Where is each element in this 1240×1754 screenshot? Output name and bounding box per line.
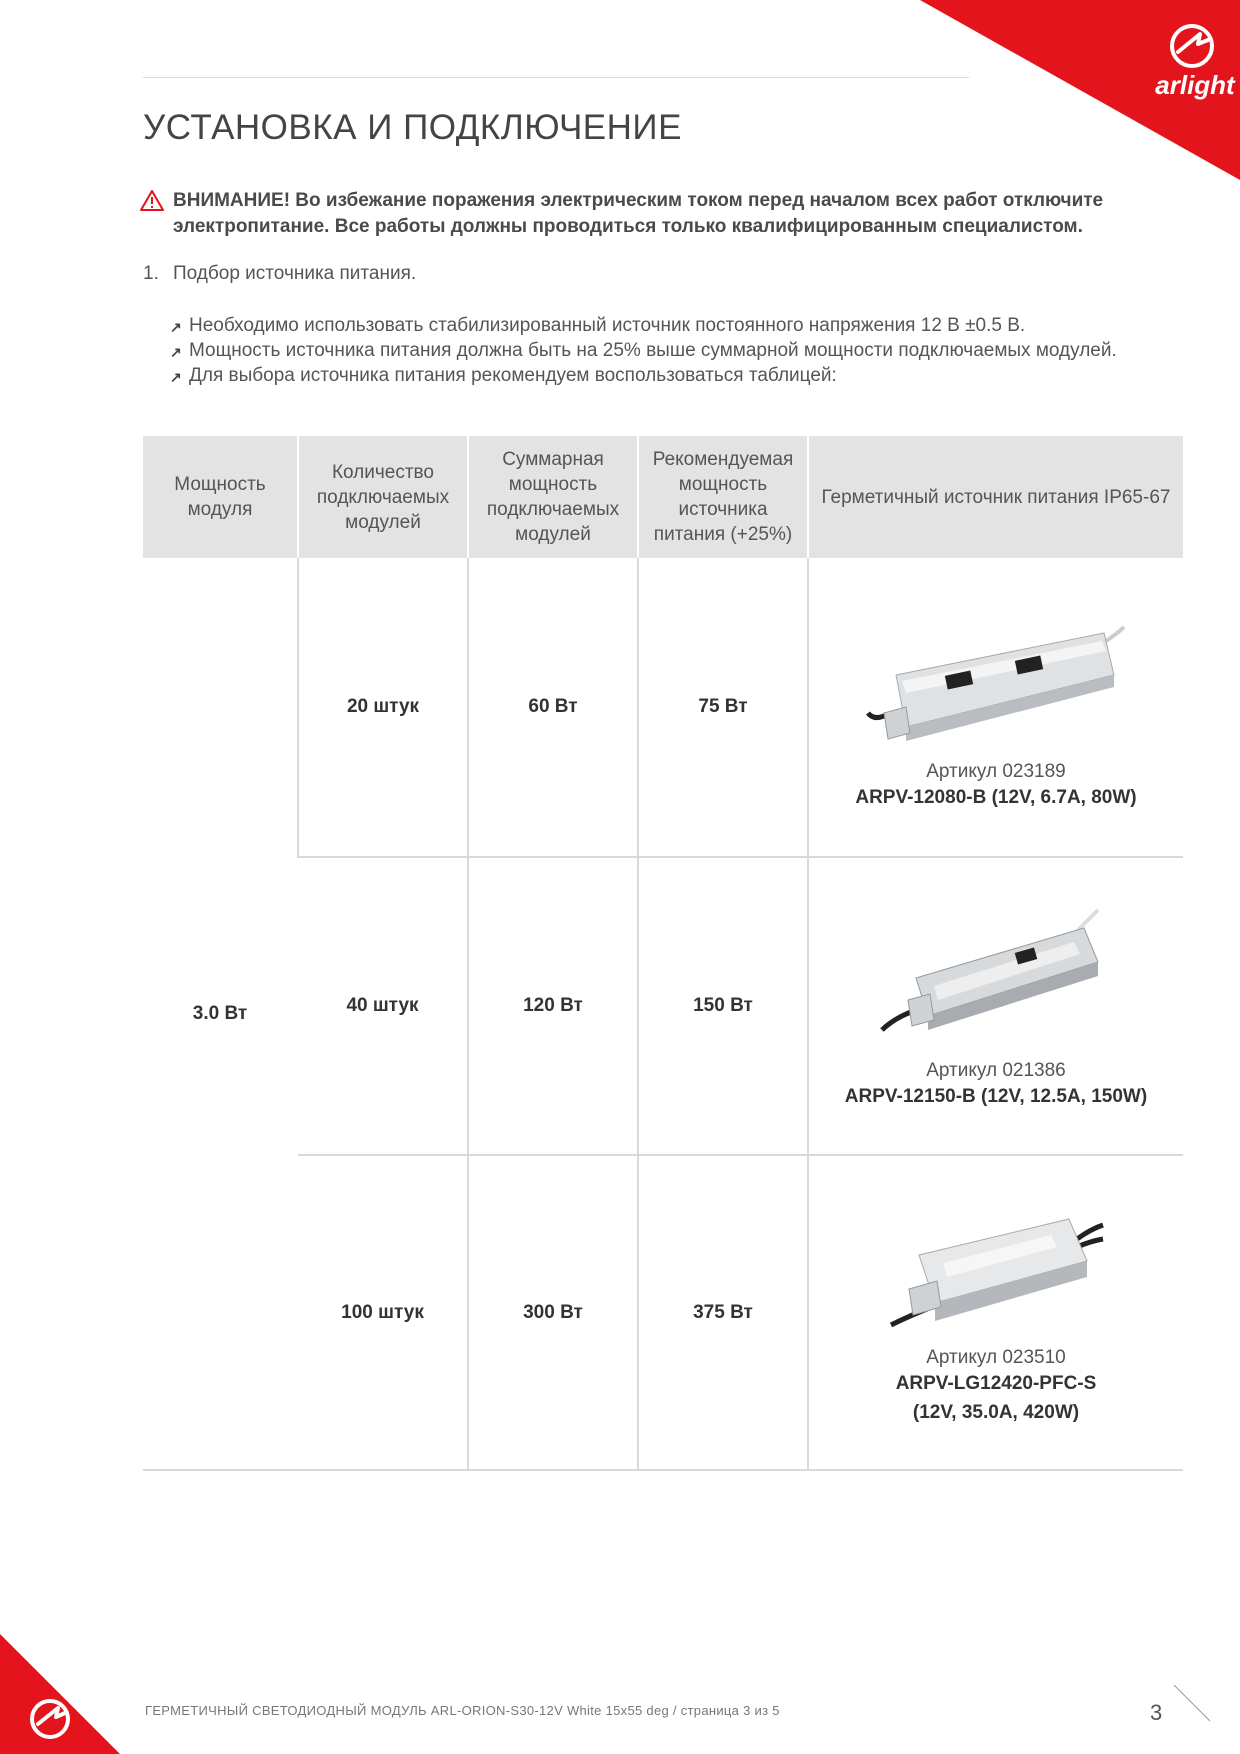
step-heading [143, 263, 416, 285]
bullet-text: Необходимо использовать стабилизированный источник постоянного напряжения 12 В ±0.5 В. [189, 315, 1026, 336]
table-row [143, 1155, 1183, 1470]
brand-corner-bottom-left [0, 1624, 130, 1754]
logo-text: arlight [1155, 70, 1235, 100]
page-title: УСТАНОВКА И ПОДКЛЮЧЕНИЕ [143, 108, 682, 147]
list-item [170, 338, 1130, 363]
bullet-text: Мощность источника питания должна быть на 25% выше суммарной мощности подключаемых модулей. [189, 340, 1117, 361]
warning-text: ВНИМАНИЕ! Во избежание поражения электрическим током перед началом всех работ отключите электропитание. Все работы должны проводиться только квалифицированным специалистом. [173, 190, 1104, 237]
article-number: Артикул 021386 [926, 1059, 1066, 1081]
count-cell: 20 штук [298, 558, 468, 857]
arrow-bullet-icon: ↗ [170, 369, 182, 385]
arrow-bullet-icon: ↗ [170, 319, 182, 335]
page-number: 3 [1150, 1700, 1163, 1725]
total-power-cell: 120 Вт [468, 857, 638, 1155]
warning-triangle-icon [140, 189, 164, 211]
product-block [810, 603, 1182, 812]
total-power-cell: 300 Вт [468, 1155, 638, 1470]
article-number: Артикул 023189 [926, 760, 1066, 782]
model-name: ARPV-LG12420-PFC-S [895, 1372, 1097, 1394]
page-corner-mark [1172, 1683, 1212, 1723]
product-block [810, 902, 1182, 1111]
footer-text: ГЕРМЕТИЧНЫЙ СВЕТОДИОДНЫЙ МОДУЛЬ ARL-ORION-S30-12V White 15x55 deg / страница 3 из 5 [145, 1703, 780, 1718]
list-item [170, 313, 1130, 338]
table-header-row [143, 436, 1183, 558]
recommended-power-cell: 75 Вт [638, 558, 808, 857]
arrow-bullet-icon: ↗ [170, 344, 182, 360]
power-supply-table [143, 436, 1183, 1471]
power-supply-cell [808, 857, 1183, 1155]
header-module-count: Количество подключаемых модулей [298, 436, 468, 558]
recommended-power-cell: 375 Вт [638, 1155, 808, 1470]
power-supply-image [876, 902, 1116, 1052]
step-number: 1. [143, 263, 159, 284]
power-supply-cell [808, 558, 1183, 857]
step-text: Подбор источника питания. [173, 263, 417, 284]
warning-block [140, 188, 1160, 240]
module-power-cell: 3.0 Вт [143, 558, 298, 1470]
count-cell: 40 штук [298, 857, 468, 1155]
bullet-list [170, 313, 1130, 388]
total-power-cell: 60 Вт [468, 558, 638, 857]
model-name: ARPV-12150-B (12V, 12.5A, 150W) [844, 1085, 1148, 1107]
header-power-supply: Герметичный источник питания IP65-67 [808, 436, 1183, 558]
bullet-text: Для выбора источника питания рекомендуем воспользоваться таблицей: [189, 365, 837, 386]
header-recommended-power: Рекомендуемая мощность источника питания (+25%) [638, 436, 808, 558]
power-supply-image [866, 603, 1126, 753]
list-item [170, 363, 1130, 388]
brand-corner-top-right [920, 0, 1240, 180]
article-number: Артикул 023510 [926, 1346, 1066, 1368]
product-block [810, 1199, 1182, 1427]
count-cell: 100 штук [298, 1155, 468, 1470]
table-row [143, 558, 1183, 857]
power-supply-cell [808, 1155, 1183, 1470]
header-module-power: Мощность модуля [143, 436, 298, 558]
top-divider [143, 77, 969, 78]
header-total-power: Суммарная мощность подключаемых модулей [468, 436, 638, 558]
model-name: ARPV-12080-B (12V, 6.7A, 80W) [855, 786, 1137, 808]
power-supply-image [881, 1199, 1111, 1339]
recommended-power-cell: 150 Вт [638, 857, 808, 1155]
model-specs: (12V, 35.0A, 420W) [912, 1401, 1080, 1423]
table-row [143, 857, 1183, 1155]
